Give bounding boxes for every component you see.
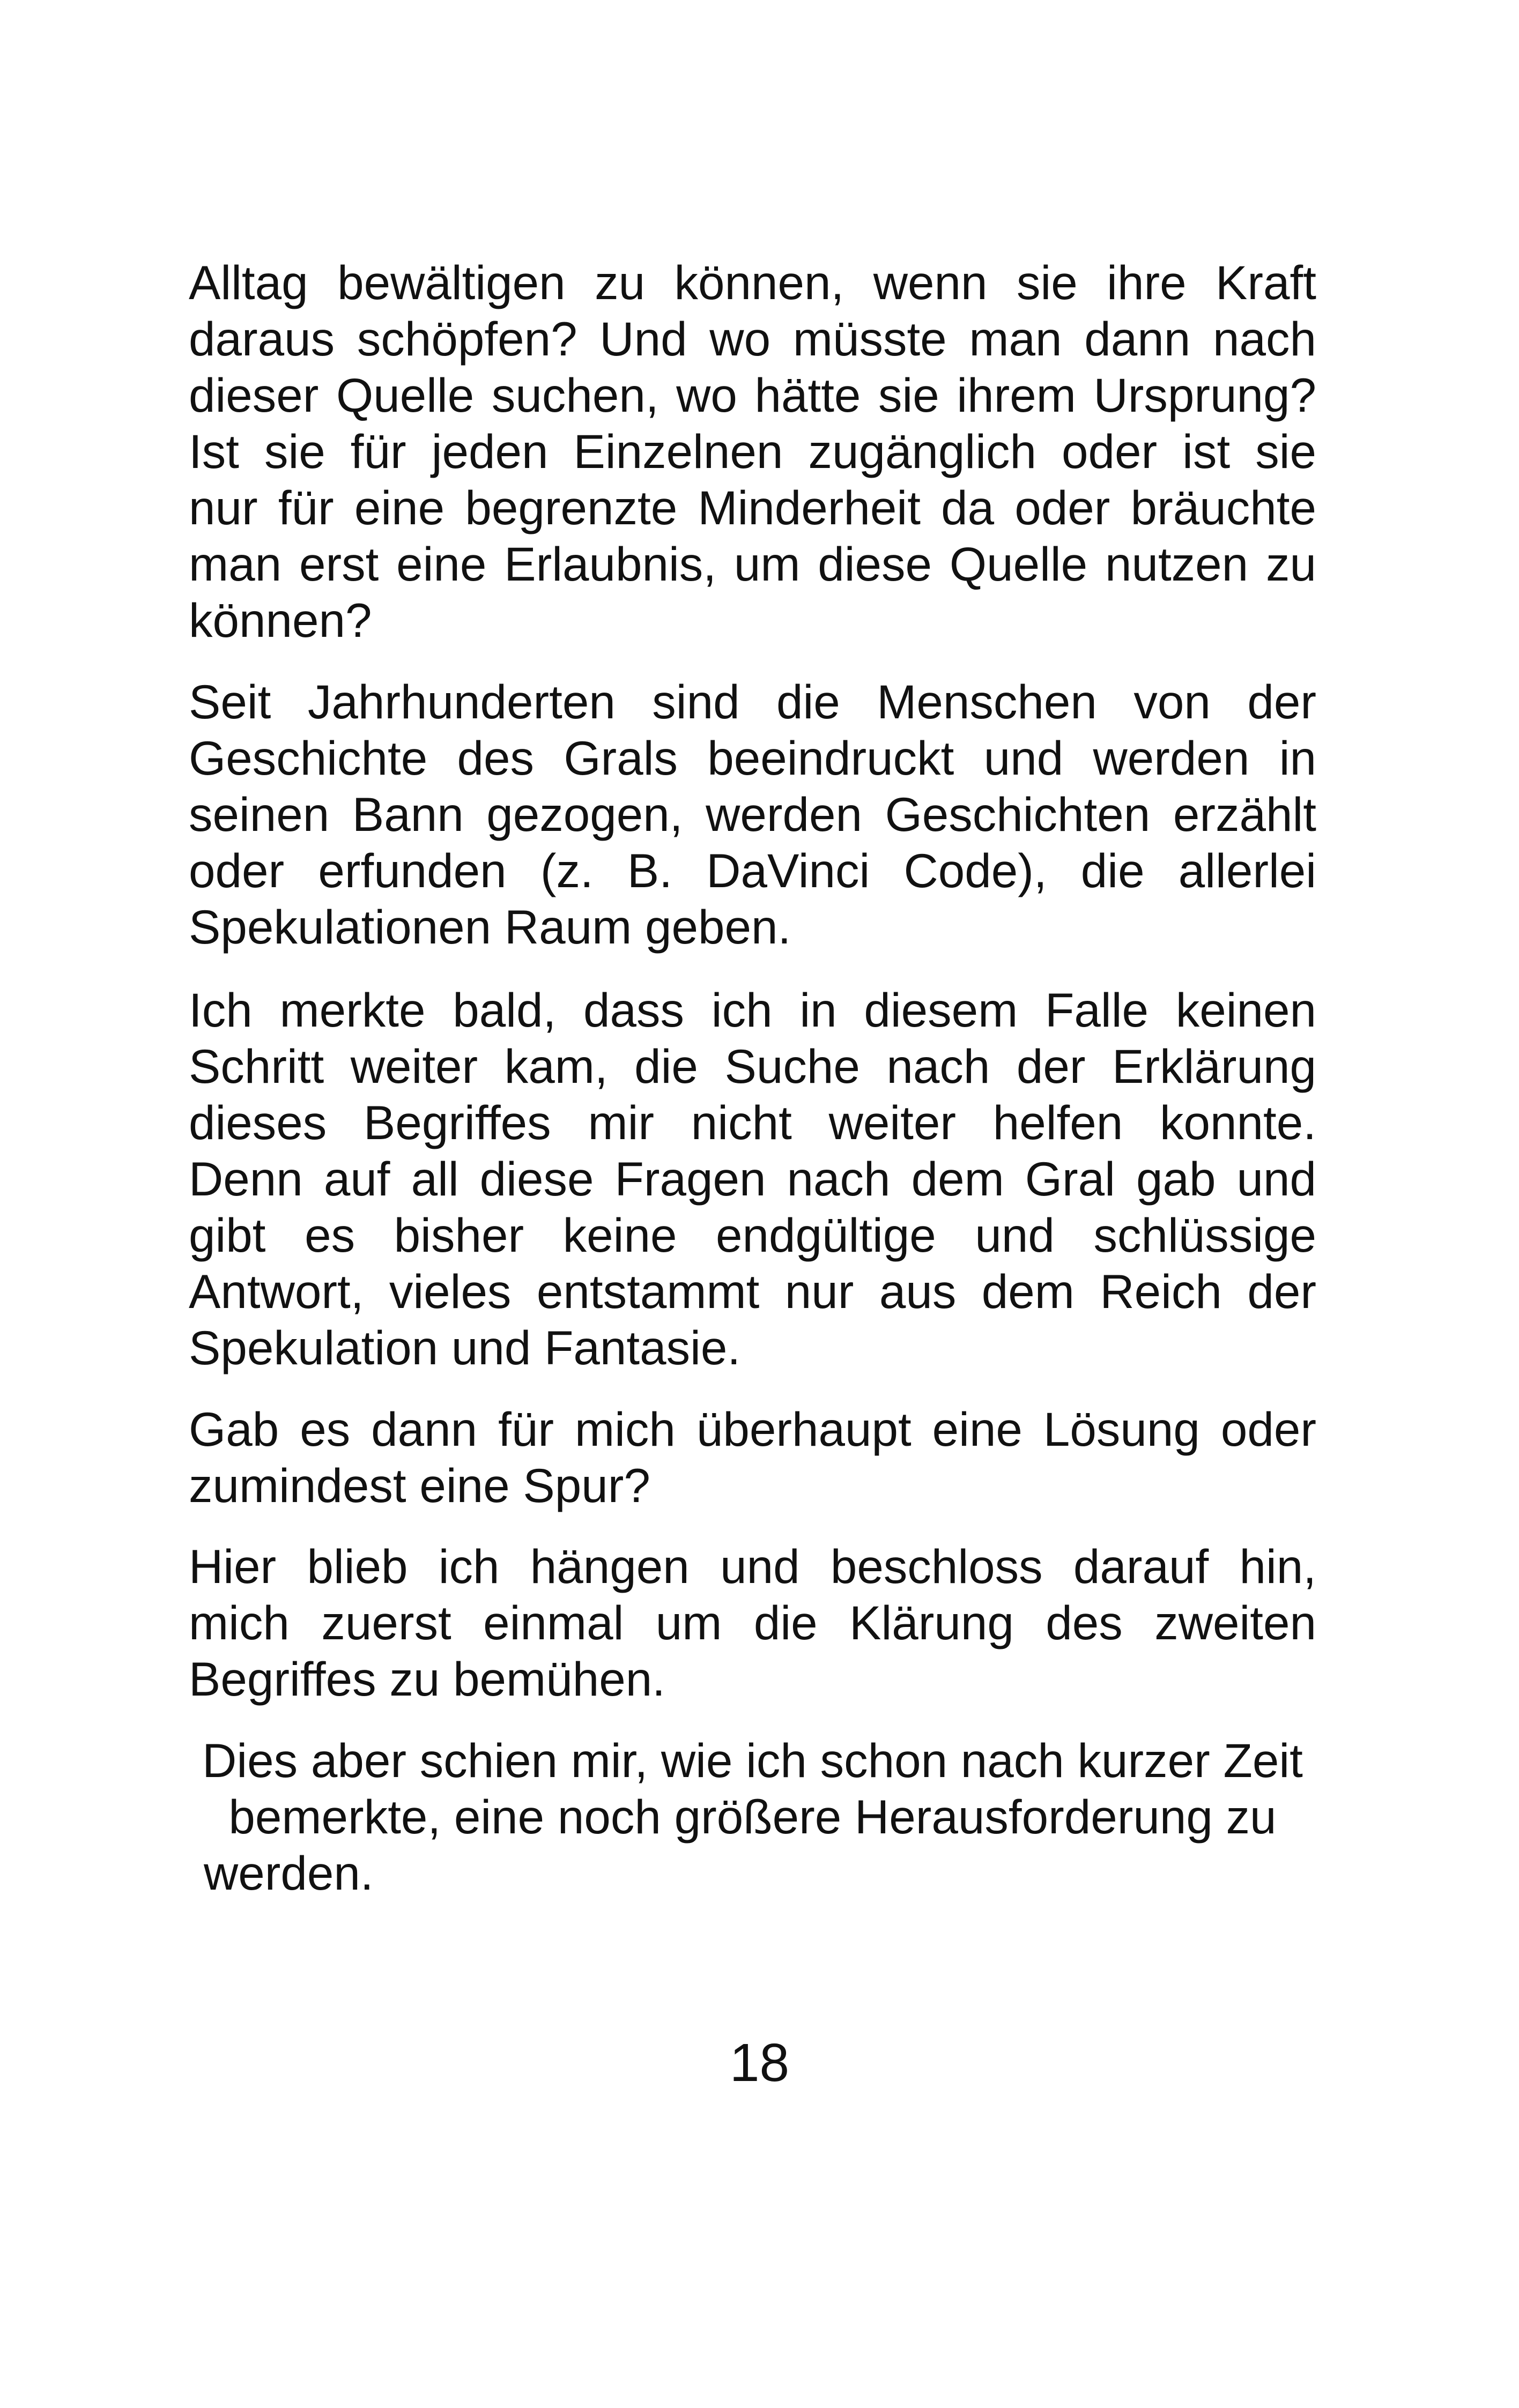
text-line: daraus schöpfen? Und wo müsste man dann nach [189, 312, 1316, 366]
text-line: oder erfunden (z. B. DaVinci Code), die allerlei [189, 844, 1316, 897]
text-line: Dies aber schien mir, wie ich schon nach kurzer Zeit [202, 1734, 1303, 1787]
text-line: Begriffes zu bemühen. [189, 1652, 665, 1706]
text-line: seinen Bann gezogen, werden Geschichten erzählt [189, 787, 1316, 841]
text-line: Ist sie für jeden Einzelnen zugänglich oder ist sie [189, 425, 1316, 478]
paragraph-2 [189, 674, 1316, 955]
paragraph-6 [189, 1733, 1316, 1901]
text-line: bemerkte, eine noch größere Herausforderung zu [228, 1790, 1277, 1844]
text-line: Antwort, vieles entstammt nur aus dem Reich der [189, 1265, 1316, 1318]
text-line: Geschichte des Grals beeindruckt und werden in [189, 731, 1316, 785]
text-line: Spekulationen Raum geben. [189, 900, 791, 954]
paragraph-3 [189, 982, 1316, 1376]
paragraph-4 [189, 1401, 1316, 1514]
text-line: werden. [204, 1846, 374, 1900]
text-line: Alltag bewältigen zu können, wenn sie ihre Kraft [189, 256, 1316, 309]
text-line: Spekulation und Fantasie. [189, 1321, 741, 1374]
text-line: dieser Quelle suchen, wo hätte sie ihrem Ursprung? [189, 368, 1316, 422]
text-line: können? [189, 593, 372, 647]
page-number: 18 [729, 2033, 790, 2093]
text-line: Gab es dann für mich überhaupt eine Lösung oder [189, 1402, 1316, 1456]
text-line: man erst eine Erlaubnis, um diese Quelle nutzen zu [189, 537, 1316, 591]
text-line: gibt es bisher keine endgültige und schlüssige [189, 1208, 1316, 1262]
text-line: zumindest eine Spur? [189, 1459, 650, 1512]
text-line: nur für eine begrenzte Minderheit da oder bräuchte [189, 481, 1316, 534]
text-line: Schritt weiter kam, die Suche nach der Erklärung [189, 1039, 1316, 1093]
paragraph-1 [189, 255, 1316, 649]
text-line: dieses Begriffes mir nicht weiter helfen konnte. [189, 1096, 1316, 1149]
text-line: Ich merkte bald, dass ich in diesem Falle keinen [189, 983, 1316, 1037]
text-line: Seit Jahrhunderten sind die Menschen von der [189, 675, 1316, 729]
paragraph-5 [189, 1539, 1316, 1707]
text-line: mich zuerst einmal um die Klärung des zweiten [189, 1596, 1316, 1649]
text-line: Hier blieb ich hängen und beschloss darauf hin, [189, 1540, 1316, 1593]
text-line: Denn auf all diese Fragen nach dem Gral gab und [189, 1152, 1316, 1206]
